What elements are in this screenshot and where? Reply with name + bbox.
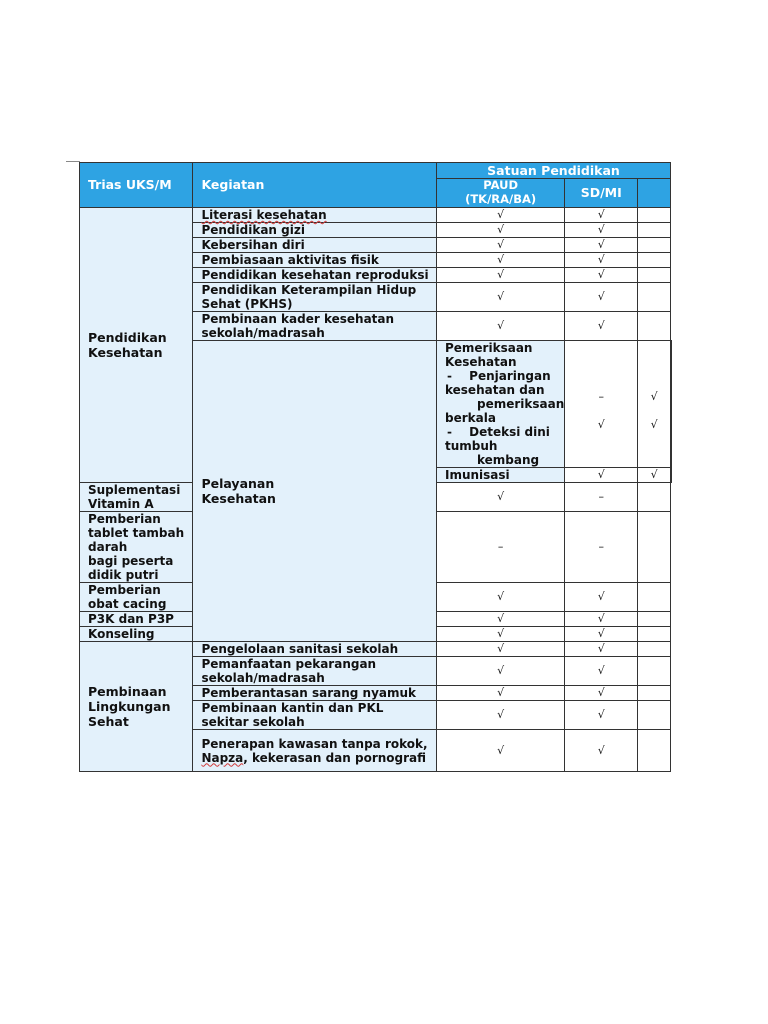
group-label-line-2: Kesehatan (88, 345, 163, 360)
paud-cell: √ (436, 686, 564, 701)
sdmi-cell: √ (565, 642, 638, 657)
header-trias: Trias UKS/M (80, 163, 193, 208)
next-cell (638, 283, 671, 312)
next-cell (638, 208, 671, 223)
next-cell (638, 312, 671, 341)
uks-activity-table (79, 162, 672, 772)
next-cell (638, 223, 671, 238)
sdmi-mark-1: √ (650, 390, 658, 403)
header-paud-sub: (TK/RA/BA) (465, 192, 537, 206)
paud-cell (565, 341, 638, 468)
sdmi-cell: – (565, 483, 638, 512)
next-cell (638, 686, 671, 701)
bullet-dash: - (446, 369, 452, 383)
group-label-line-2: Kesehatan (201, 491, 276, 506)
sdmi-cell: √ (565, 312, 638, 341)
pemeriksaan-item-1-line-1: Penjaringan kesehatan dan (444, 369, 551, 397)
group-pendidikan-kesehatan (80, 208, 193, 483)
activity-cell: Imunisasi (436, 468, 564, 483)
margin-tick (66, 161, 80, 162)
sdmi-cell: √ (565, 627, 638, 642)
next-cell (638, 701, 671, 730)
paud-cell: √ (436, 701, 564, 730)
activity-cell (193, 657, 437, 686)
activity-cell: Pendidikan kesehatan reproduksi (193, 268, 437, 283)
activity-text-line-2: bagi peserta didik putri (88, 554, 174, 582)
sdmi-cell: √ (565, 253, 638, 268)
sdmi-cell: – (565, 512, 638, 583)
activity-text-line-1: Pemanfaatan pekarangan (201, 657, 377, 671)
pemeriksaan-heading: Pemeriksaan Kesehatan (444, 341, 533, 369)
paud-cell: √ (436, 253, 564, 268)
group-label-line-1: Pembinaan (88, 684, 167, 699)
activity-text-line-1: Pemberian tablet tambah darah (88, 512, 185, 554)
activity-text-line-2: sekolah/madrasah (201, 671, 325, 685)
group-label-line-1: Pendidikan (88, 330, 167, 345)
paud-cell: √ (436, 268, 564, 283)
activity-cell: Pembiasaan aktivitas fisik (193, 253, 437, 268)
sdmi-cell: √ (565, 283, 638, 312)
sdmi-cell: √ (565, 208, 638, 223)
sdmi-cell (638, 341, 671, 468)
next-cell (638, 657, 671, 686)
group-pelayanan-kesehatan (193, 341, 437, 642)
activity-cell (193, 312, 437, 341)
sdmi-cell: √ (565, 238, 638, 253)
paud-cell: √ (436, 208, 564, 223)
header-sdmi: SD/MI (565, 179, 638, 208)
activity-text-line-1: Pendidikan Keterampilan Hidup (201, 283, 417, 297)
header-satuan: Satuan Pendidikan (436, 163, 670, 179)
next-cell (671, 468, 672, 483)
paud-cell: √ (436, 283, 564, 312)
paud-cell: √ (436, 483, 564, 512)
activity-text-line-2: sekitar sekolah (201, 715, 305, 729)
bullet-dash: - (446, 425, 452, 439)
header-paud-label: PAUD (483, 178, 519, 192)
activity-cell: Kebersihan diri (193, 238, 437, 253)
activity-text-line-1: Penerapan kawasan tanpa rokok, (201, 736, 428, 751)
table-row (80, 208, 672, 223)
activity-cell (193, 283, 437, 312)
next-cell (638, 612, 671, 627)
activity-cell: Pemberantasan sarang nyamuk (193, 686, 437, 701)
activity-cell: Pengelolaan sanitasi sekolah (193, 642, 437, 657)
activity-text-line-1: Pembinaan kader kesehatan (201, 312, 395, 326)
sdmi-cell: √ (565, 223, 638, 238)
paud-mark-2: √ (597, 418, 605, 431)
group-label-line-1: Pelayanan (201, 476, 275, 491)
activity-cell (80, 512, 193, 583)
activity-cell: Pemberian obat cacing (80, 583, 193, 612)
header-row-1 (80, 163, 672, 179)
header-paud (436, 179, 564, 208)
next-cell (638, 627, 671, 642)
sdmi-cell: √ (565, 730, 638, 772)
group-pembinaan-lingkungan-sehat (80, 642, 193, 772)
paud-mark-1: – (598, 390, 604, 403)
activity-cell: Pendidikan gizi (193, 223, 437, 238)
pemeriksaan-item-2-line-1: Deteksi dini tumbuh (444, 425, 550, 453)
pemeriksaan-item-2-line-2: kembang (476, 453, 540, 467)
next-cell (638, 238, 671, 253)
activity-cell (193, 730, 437, 772)
activity-cell: P3K dan P3P (80, 612, 193, 627)
table-row (80, 642, 672, 657)
sdmi-cell: √ (565, 657, 638, 686)
activity-cell: Suplementasi Vitamin A (80, 483, 193, 512)
activity-text-napza: Napza (201, 750, 244, 765)
next-cell (671, 341, 672, 468)
activity-text-line-2: Sehat (PKHS) (201, 297, 293, 311)
sdmi-cell: √ (638, 468, 671, 483)
sdmi-cell: √ (565, 686, 638, 701)
activity-text: Literasi kesehatan (201, 208, 327, 222)
paud-cell: √ (436, 657, 564, 686)
pemeriksaan-item-1-line-2: pemeriksaan berkala (444, 397, 565, 425)
paud-cell: √ (436, 642, 564, 657)
sdmi-cell: √ (565, 612, 638, 627)
next-cell (638, 268, 671, 283)
next-cell (638, 583, 671, 612)
sdmi-cell: √ (565, 701, 638, 730)
table-viewport (66, 157, 672, 765)
header-kegiatan: Kegiatan (193, 163, 437, 208)
sdmi-mark-2: √ (650, 418, 658, 431)
activity-cell (193, 208, 437, 223)
group-label-line-2: Lingkungan (88, 699, 171, 714)
activity-cell (193, 701, 437, 730)
paud-cell: √ (436, 312, 564, 341)
next-cell (638, 512, 671, 583)
next-cell (638, 730, 671, 772)
paud-cell: √ (436, 238, 564, 253)
activity-cell: Konseling (80, 627, 193, 642)
next-cell (638, 253, 671, 268)
activity-text-line-2: sekolah/madrasah (201, 326, 325, 340)
paud-cell: √ (436, 730, 564, 772)
activity-text-line-1: Pembinaan kantin dan PKL (201, 701, 384, 715)
group-label-line-3: Sehat (88, 714, 129, 729)
activity-text-line-2: , kekerasan dan pornografi (243, 750, 427, 765)
sdmi-cell: √ (565, 583, 638, 612)
header-next (638, 179, 671, 208)
paud-cell: √ (436, 612, 564, 627)
sdmi-cell: √ (565, 268, 638, 283)
paud-cell: √ (436, 627, 564, 642)
paud-cell: √ (436, 583, 564, 612)
paud-cell: – (436, 512, 564, 583)
next-cell (638, 642, 671, 657)
activity-cell-pemeriksaan (436, 341, 564, 468)
next-cell (638, 483, 671, 512)
paud-cell: √ (565, 468, 638, 483)
paud-cell: √ (436, 223, 564, 238)
